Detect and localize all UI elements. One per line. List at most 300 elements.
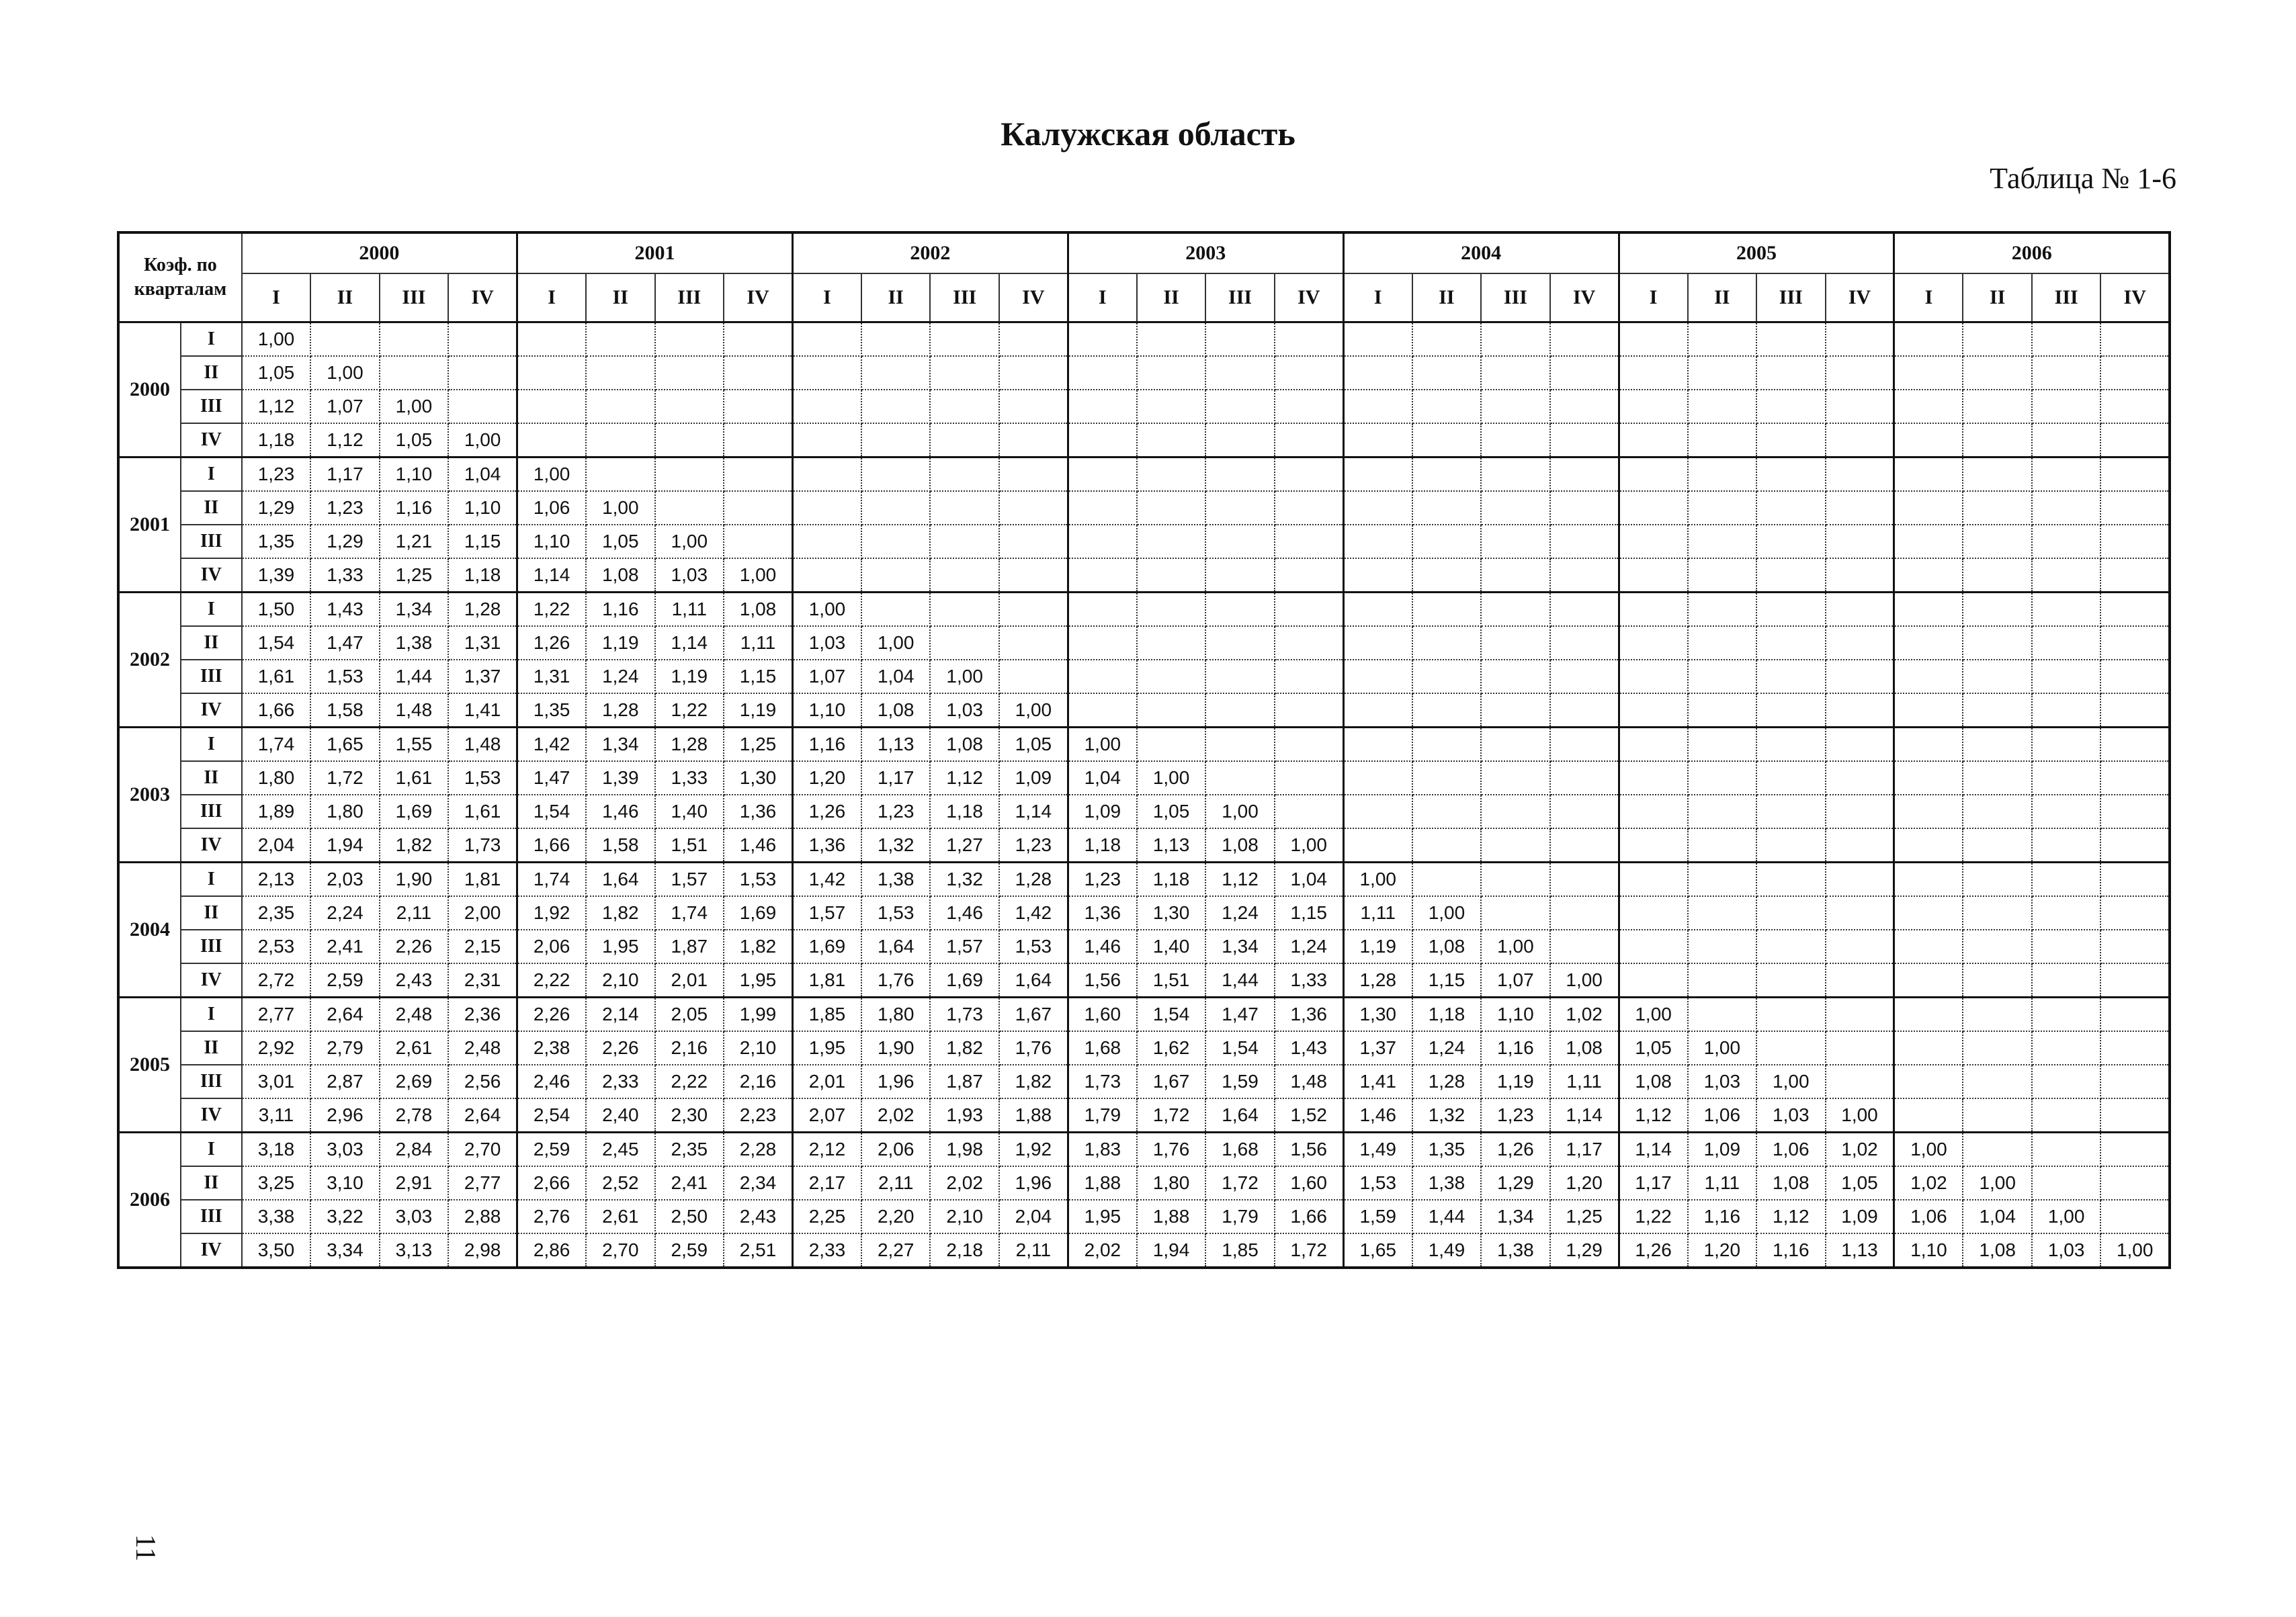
- coefficient-cell: [1550, 795, 1619, 828]
- coefficient-cell: [1688, 828, 1756, 863]
- coefficient-cell: 1,95: [724, 963, 792, 998]
- coefficient-cell: [1826, 660, 1894, 693]
- coefficient-cell: [861, 423, 930, 457]
- coefficient-cell: [724, 423, 792, 457]
- coefficient-cell: [1275, 491, 1343, 525]
- coefficient-cell: 1,61: [380, 761, 448, 795]
- coefficient-cell: [448, 322, 517, 357]
- coefficient-cell: [1688, 998, 1756, 1032]
- coefficient-cell: [1068, 558, 1136, 593]
- coefficient-cell: [1756, 728, 1825, 762]
- table-row: [118, 1233, 2170, 1268]
- coefficient-cell: 2,56: [448, 1065, 517, 1098]
- year-header: 2005: [1619, 232, 1894, 273]
- coefficient-cell: 2,22: [655, 1065, 724, 1098]
- coefficient-cell: 1,03: [1756, 1098, 1825, 1133]
- coefficient-cell: 2,11: [380, 896, 448, 930]
- coefficient-cell: 2,88: [448, 1200, 517, 1233]
- coefficient-cell: 1,96: [999, 1166, 1068, 1200]
- table-row: [118, 1166, 2170, 1200]
- coefficient-cell: [1688, 457, 1756, 492]
- row-quarter-label: I: [181, 322, 242, 357]
- coefficient-cell: [2032, 1133, 2100, 1167]
- table-row: [118, 525, 2170, 558]
- coefficient-cell: 1,02: [1550, 998, 1619, 1032]
- coefficient-cell: 1,44: [1205, 963, 1274, 998]
- table-row: [118, 626, 2170, 660]
- coefficient-cell: [1826, 998, 1894, 1032]
- coefficient-cell: [1412, 863, 1481, 897]
- coefficient-cell: [380, 322, 448, 357]
- coefficient-cell: [1550, 896, 1619, 930]
- coefficient-cell: [999, 322, 1068, 357]
- quarter-header: III: [655, 273, 724, 322]
- coefficient-cell: 2,79: [310, 1031, 379, 1065]
- coefficient-cell: 1,08: [1756, 1166, 1825, 1200]
- coefficient-cell: 2,59: [517, 1133, 586, 1167]
- coefficient-cell: [2100, 423, 2170, 457]
- coefficient-cell: 1,82: [380, 828, 448, 863]
- coefficient-cell: 1,82: [999, 1065, 1068, 1098]
- coefficient-cell: [1688, 693, 1756, 728]
- coefficient-cell: 1,38: [380, 626, 448, 660]
- coefficient-cell: 3,22: [310, 1200, 379, 1233]
- table-row: [118, 963, 2170, 998]
- year-header: 2002: [792, 232, 1068, 273]
- coefficient-cell: 1,54: [517, 795, 586, 828]
- coefficient-cell: [724, 491, 792, 525]
- coefficient-cell: 2,48: [448, 1031, 517, 1065]
- coefficient-cell: 1,08: [1619, 1065, 1687, 1098]
- coefficient-cell: 1,17: [1550, 1133, 1619, 1167]
- coefficient-cell: [1275, 626, 1343, 660]
- coefficient-cell: 1,00: [310, 356, 379, 390]
- coefficient-cell: 1,43: [310, 593, 379, 627]
- coefficient-cell: [1826, 896, 1894, 930]
- coefficient-cell: 2,16: [724, 1065, 792, 1098]
- coefficient-cell: [861, 593, 930, 627]
- table-row: [118, 390, 2170, 423]
- row-year-label: 2005: [118, 998, 181, 1133]
- coefficient-cell: [1275, 322, 1343, 357]
- coefficient-cell: [1068, 491, 1136, 525]
- coefficient-cell: 1,36: [1068, 896, 1136, 930]
- coefficient-cell: 1,32: [930, 863, 998, 897]
- coefficient-cell: 1,17: [310, 457, 379, 492]
- coefficient-cell: 1,27: [930, 828, 998, 863]
- coefficient-cell: 1,90: [380, 863, 448, 897]
- coefficient-cell: [1550, 525, 1619, 558]
- coefficient-cell: 2,10: [724, 1031, 792, 1065]
- coefficient-cell: 1,04: [861, 660, 930, 693]
- coefficient-cell: 1,54: [1137, 998, 1205, 1032]
- coefficient-cell: [1894, 593, 1963, 627]
- coefficient-cell: 2,01: [792, 1065, 861, 1098]
- coefficient-cell: 3,13: [380, 1233, 448, 1268]
- coefficient-cell: 1,60: [1068, 998, 1136, 1032]
- coefficient-cell: [2100, 795, 2170, 828]
- coefficient-cell: [1756, 491, 1825, 525]
- coefficient-cell: 2,33: [792, 1233, 861, 1268]
- coefficient-cell: [2032, 593, 2100, 627]
- coefficient-cell: 1,53: [310, 660, 379, 693]
- coefficient-cell: [1756, 998, 1825, 1032]
- coefficient-cell: [1481, 728, 1549, 762]
- table-row: [118, 1098, 2170, 1133]
- coefficient-cell: 1,61: [242, 660, 310, 693]
- quarter-header: IV: [1550, 273, 1619, 322]
- coefficient-cell: [1205, 761, 1274, 795]
- coefficient-cell: 1,05: [242, 356, 310, 390]
- coefficient-cell: [1137, 593, 1205, 627]
- coefficient-cell: 1,06: [1688, 1098, 1756, 1133]
- coefficient-cell: 1,14: [1550, 1098, 1619, 1133]
- coefficient-cell: 1,72: [310, 761, 379, 795]
- coefficient-cell: [2032, 728, 2100, 762]
- coefficient-cell: [1963, 1065, 2031, 1098]
- coefficient-cell: 3,11: [242, 1098, 310, 1133]
- table-row: [118, 998, 2170, 1032]
- coefficient-cell: [1894, 693, 1963, 728]
- coefficient-cell: [2032, 626, 2100, 660]
- coefficient-cell: 2,96: [310, 1098, 379, 1133]
- coefficient-cell: 1,12: [1619, 1098, 1687, 1133]
- coefficient-cell: 1,23: [861, 795, 930, 828]
- coefficient-cell: 1,74: [517, 863, 586, 897]
- coefficient-cell: [1619, 593, 1687, 627]
- coefficient-cell: [1481, 491, 1549, 525]
- coefficient-cell: [655, 457, 724, 492]
- quarter-header: I: [1619, 273, 1687, 322]
- coefficient-cell: 2,35: [655, 1133, 724, 1167]
- coefficient-cell: [1894, 626, 1963, 660]
- coefficient-cell: 1,23: [1481, 1098, 1549, 1133]
- coefficient-cell: [1137, 626, 1205, 660]
- coefficient-cell: 1,11: [1550, 1065, 1619, 1098]
- coefficient-cell: [792, 491, 861, 525]
- coefficient-cell: 1,03: [792, 626, 861, 660]
- coefficient-cell: 1,13: [1826, 1233, 1894, 1268]
- coefficient-cell: 1,64: [1205, 1098, 1274, 1133]
- coefficient-cell: 1,08: [1205, 828, 1274, 863]
- coefficient-cell: [2032, 390, 2100, 423]
- quarter-header: I: [517, 273, 586, 322]
- coefficient-cell: 1,24: [586, 660, 654, 693]
- coefficient-cell: [1275, 693, 1343, 728]
- table-row: [118, 660, 2170, 693]
- coefficient-cell: [724, 390, 792, 423]
- coefficient-cell: 1,15: [724, 660, 792, 693]
- coefficient-cell: [1619, 457, 1687, 492]
- coefficient-cell: 1,00: [586, 491, 654, 525]
- coefficient-cell: 2,46: [517, 1065, 586, 1098]
- coefficient-cell: [1826, 457, 1894, 492]
- row-quarter-label: II: [181, 896, 242, 930]
- coefficient-cell: 2,77: [242, 998, 310, 1032]
- coefficient-cell: 1,14: [655, 626, 724, 660]
- coefficient-cell: 1,00: [1343, 863, 1412, 897]
- coefficient-cell: [2032, 356, 2100, 390]
- coefficient-cell: 2,84: [380, 1133, 448, 1167]
- coefficient-cell: [2100, 558, 2170, 593]
- coefficient-cell: [380, 356, 448, 390]
- coefficient-cell: [792, 423, 861, 457]
- coefficient-cell: [930, 390, 998, 423]
- coefficient-cell: 3,50: [242, 1233, 310, 1268]
- coefficient-cell: [1205, 558, 1274, 593]
- coefficient-cell: 2,02: [1068, 1233, 1136, 1268]
- coefficient-cell: 1,00: [1068, 728, 1136, 762]
- coefficient-cell: [1688, 423, 1756, 457]
- coefficient-cell: 1,66: [242, 693, 310, 728]
- row-quarter-label: IV: [181, 1098, 242, 1133]
- coefficient-cell: 2,07: [792, 1098, 861, 1133]
- coefficient-cell: 1,12: [1205, 863, 1274, 897]
- coefficient-cell: [1550, 828, 1619, 863]
- coefficient-cell: [1068, 593, 1136, 627]
- coefficient-cell: 1,28: [586, 693, 654, 728]
- coefficient-cell: 1,56: [1068, 963, 1136, 998]
- coefficient-cell: 2,69: [380, 1065, 448, 1098]
- coefficient-cell: [1894, 356, 1963, 390]
- coefficient-cell: [448, 356, 517, 390]
- coefficient-cell: [1550, 390, 1619, 423]
- coefficient-cell: [1826, 525, 1894, 558]
- coefficient-cell: [1963, 558, 2031, 593]
- coefficient-cell: 1,34: [586, 728, 654, 762]
- coefficient-cell: [1826, 963, 1894, 998]
- coefficient-cell: 1,82: [724, 930, 792, 963]
- coefficient-cell: 2,33: [586, 1065, 654, 1098]
- row-quarter-label: I: [181, 998, 242, 1032]
- coefficient-cell: [1412, 593, 1481, 627]
- coefficient-cell: 2,17: [792, 1166, 861, 1200]
- coefficient-cell: 1,59: [1343, 1200, 1412, 1233]
- coefficient-cell: 1,06: [517, 491, 586, 525]
- coefficient-cell: 1,32: [1412, 1098, 1481, 1133]
- coefficient-cell: [1619, 896, 1687, 930]
- coefficient-cell: 1,72: [1205, 1166, 1274, 1200]
- coefficient-cell: [1756, 322, 1825, 357]
- coefficient-cell: [1826, 1065, 1894, 1098]
- coefficient-cell: [1963, 356, 2031, 390]
- coefficient-cell: 1,23: [310, 491, 379, 525]
- coefficient-cell: 1,38: [861, 863, 930, 897]
- coefficient-cell: [1068, 390, 1136, 423]
- coefficient-cell: [792, 356, 861, 390]
- coefficient-cell: [1481, 322, 1549, 357]
- coefficient-cell: 1,69: [930, 963, 998, 998]
- coefficient-cell: 1,48: [448, 728, 517, 762]
- coefficient-cell: [1412, 322, 1481, 357]
- coefficient-cell: 1,67: [1137, 1065, 1205, 1098]
- coefficient-cell: [2100, 525, 2170, 558]
- coefficient-cell: 1,48: [1275, 1065, 1343, 1098]
- coefficient-cell: 1,11: [655, 593, 724, 627]
- coefficient-cell: 1,05: [999, 728, 1068, 762]
- coefficient-cell: [861, 491, 930, 525]
- coefficient-cell: [586, 322, 654, 357]
- row-quarter-label: I: [181, 457, 242, 492]
- coefficient-cell: 2,64: [448, 1098, 517, 1133]
- coefficient-cell: [1826, 693, 1894, 728]
- coefficient-cell: 1,49: [1343, 1133, 1412, 1167]
- coefficient-cell: [1688, 322, 1756, 357]
- coefficient-cell: 1,42: [999, 896, 1068, 930]
- coefficient-cell: [1068, 626, 1136, 660]
- coefficient-cell: [1137, 491, 1205, 525]
- coefficient-cell: [1756, 828, 1825, 863]
- coefficient-cell: [1412, 728, 1481, 762]
- coefficient-cell: 2,61: [586, 1200, 654, 1233]
- coefficient-cell: 1,66: [1275, 1200, 1343, 1233]
- coefficient-cell: 1,26: [517, 626, 586, 660]
- coefficient-cell: [1412, 558, 1481, 593]
- coefficient-cell: [1756, 963, 1825, 998]
- coefficient-cell: 1,51: [1137, 963, 1205, 998]
- table-row: [118, 558, 2170, 593]
- coefficient-cell: 2,11: [861, 1166, 930, 1200]
- coefficient-cell: 1,20: [1550, 1166, 1619, 1200]
- table-row: [118, 457, 2170, 492]
- coefficient-cell: 1,06: [1894, 1200, 1963, 1233]
- coefficient-cell: [1481, 593, 1549, 627]
- coefficient-cell: [861, 558, 930, 593]
- coefficient-cell: 1,13: [1137, 828, 1205, 863]
- coefficient-cell: 1,12: [242, 390, 310, 423]
- coefficient-cell: 1,16: [380, 491, 448, 525]
- coefficient-cell: [1481, 423, 1549, 457]
- coefficient-cell: [1205, 693, 1274, 728]
- coefficient-cell: 2,61: [380, 1031, 448, 1065]
- table-row: [118, 728, 2170, 762]
- quarter-header: I: [1343, 273, 1412, 322]
- coefficient-cell: 1,80: [242, 761, 310, 795]
- coefficient-cell: [1137, 457, 1205, 492]
- coefficient-cell: [1894, 660, 1963, 693]
- coefficient-cell: 1,37: [448, 660, 517, 693]
- row-year-label: 2006: [118, 1133, 181, 1268]
- coefficient-cell: [517, 322, 586, 357]
- coefficient-cell: [1688, 491, 1756, 525]
- quarter-header: III: [1481, 273, 1549, 322]
- coefficient-cell: 1,68: [1068, 1031, 1136, 1065]
- quarter-header: III: [380, 273, 448, 322]
- coefficient-cell: [1963, 828, 2031, 863]
- coefficient-cell: 1,48: [380, 693, 448, 728]
- coefficient-cell: 1,36: [792, 828, 861, 863]
- coefficient-cell: [1343, 593, 1412, 627]
- coefficient-cell: [2032, 828, 2100, 863]
- coefficient-cell: 1,92: [999, 1133, 1068, 1167]
- coefficient-cell: [1826, 728, 1894, 762]
- coefficient-cell: 1,11: [1688, 1166, 1756, 1200]
- coefficient-cell: [999, 593, 1068, 627]
- coefficient-cell: 1,23: [242, 457, 310, 492]
- table-row: [118, 896, 2170, 930]
- coefficient-cell: [1688, 795, 1756, 828]
- coefficient-cell: 1,17: [861, 761, 930, 795]
- coefficient-cell: 1,07: [1481, 963, 1549, 998]
- coefficient-cell: 1,10: [448, 491, 517, 525]
- coefficient-cell: [1826, 558, 1894, 593]
- row-year-label: 2000: [118, 322, 181, 457]
- coefficient-cell: 1,35: [517, 693, 586, 728]
- coefficient-cell: [1137, 558, 1205, 593]
- coefficient-cell: 1,14: [517, 558, 586, 593]
- coefficient-cell: [2032, 1098, 2100, 1133]
- coefficient-cell: 1,54: [1205, 1031, 1274, 1065]
- coefficient-cell: 1,53: [1343, 1166, 1412, 1200]
- coefficient-cell: 1,24: [1412, 1031, 1481, 1065]
- coefficient-cell: 1,65: [1343, 1233, 1412, 1268]
- coefficient-cell: 1,23: [1068, 863, 1136, 897]
- coefficient-cell: 1,08: [586, 558, 654, 593]
- coefficient-cell: [1481, 896, 1549, 930]
- coefficient-cell: [2100, 693, 2170, 728]
- coefficient-cell: [1343, 795, 1412, 828]
- coefficient-cell: 1,19: [655, 660, 724, 693]
- coefficient-cell: [1137, 728, 1205, 762]
- coefficient-cell: 3,01: [242, 1065, 310, 1098]
- coefficient-cell: [1205, 356, 1274, 390]
- coefficient-cell: 1,35: [242, 525, 310, 558]
- coefficient-cell: 1,36: [1275, 998, 1343, 1032]
- coefficient-cell: 1,19: [1343, 930, 1412, 963]
- coefficient-cell: [1205, 525, 1274, 558]
- coefficient-cell: [1756, 423, 1825, 457]
- coefficient-cell: 1,64: [999, 963, 1068, 998]
- quarter-header: IV: [448, 273, 517, 322]
- coefficient-cell: [1343, 828, 1412, 863]
- coefficient-cell: [1550, 660, 1619, 693]
- coefficient-cell: [1068, 356, 1136, 390]
- coefficient-cell: 1,26: [792, 795, 861, 828]
- coefficient-cell: [586, 356, 654, 390]
- coefficient-cell: [655, 423, 724, 457]
- year-header: 2000: [242, 232, 517, 273]
- quarter-header: II: [586, 273, 654, 322]
- coefficient-cell: 1,69: [380, 795, 448, 828]
- coefficient-cell: [1894, 930, 1963, 963]
- table-row: [118, 863, 2170, 897]
- coefficient-cell: 1,00: [517, 457, 586, 492]
- coefficient-cell: 2,98: [448, 1233, 517, 1268]
- row-quarter-label: IV: [181, 828, 242, 863]
- coefficient-cell: 1,39: [586, 761, 654, 795]
- coefficient-cell: 1,24: [1275, 930, 1343, 963]
- coefficient-cell: [1205, 390, 1274, 423]
- coefficient-cell: [1619, 322, 1687, 357]
- coefficient-cell: [1619, 558, 1687, 593]
- table-row: [118, 491, 2170, 525]
- coefficient-cell: [2032, 322, 2100, 357]
- coefficient-cell: [1550, 491, 1619, 525]
- coefficient-cell: [1894, 1098, 1963, 1133]
- coefficient-cell: 2,59: [655, 1233, 724, 1268]
- coefficient-cell: [1481, 693, 1549, 728]
- coefficient-cell: [1205, 423, 1274, 457]
- coefficient-cell: 1,30: [724, 761, 792, 795]
- coefficient-cell: 1,88: [1068, 1166, 1136, 1200]
- coefficient-cell: 1,25: [724, 728, 792, 762]
- coefficient-cell: 1,18: [1068, 828, 1136, 863]
- coefficient-cell: [930, 558, 998, 593]
- coefficient-cell: [861, 356, 930, 390]
- coefficient-cell: [2100, 1065, 2170, 1098]
- coefficient-cell: [1412, 660, 1481, 693]
- row-quarter-label: IV: [181, 963, 242, 998]
